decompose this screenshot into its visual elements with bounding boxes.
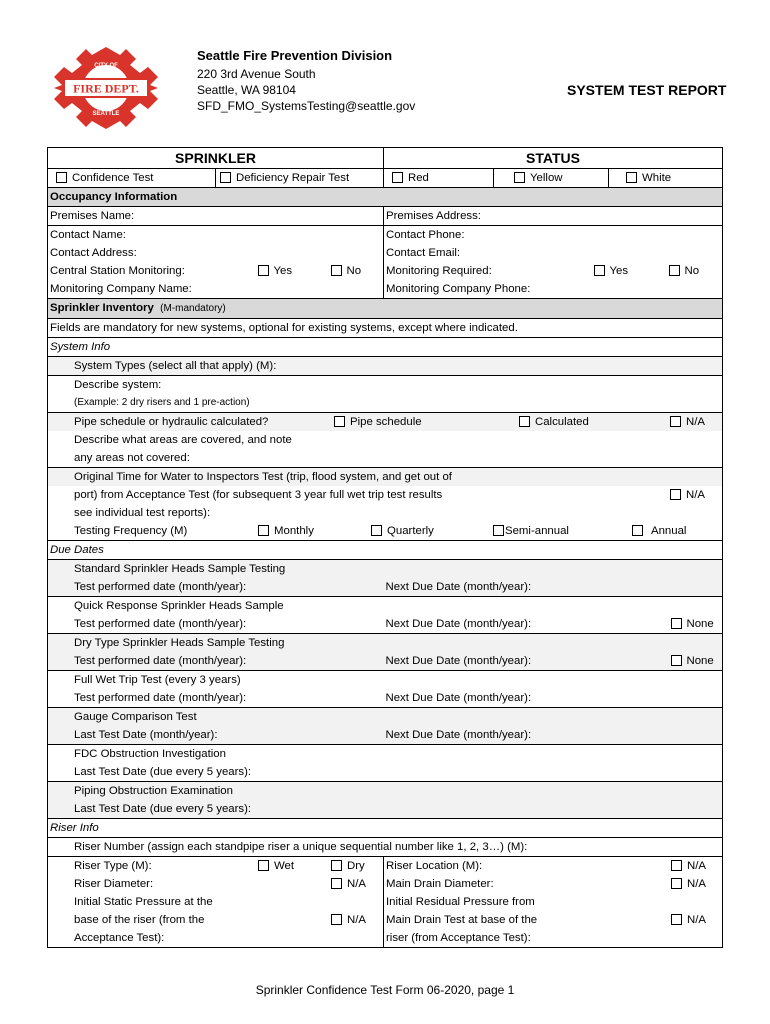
calculated-option[interactable]: Calculated [519, 413, 589, 431]
system-test-form [47, 147, 723, 948]
contact-email-field[interactable]: Contact Email: [384, 244, 723, 262]
status-section-title: STATUS [384, 148, 723, 169]
contact-phone-field[interactable]: Contact Phone: [384, 226, 723, 245]
riser-wet-option[interactable]: Wet [258, 857, 294, 875]
piping-last-test-field[interactable]: Last Test Date (due every 5 years): [48, 800, 723, 819]
quarterly-option[interactable]: Quarterly [371, 522, 434, 540]
checkbox-icon[interactable] [392, 172, 403, 183]
checkbox-icon[interactable] [493, 525, 504, 536]
contact-address-field[interactable]: Contact Address: [48, 244, 384, 262]
checkbox-icon[interactable] [331, 878, 342, 889]
checkbox-icon[interactable] [371, 525, 382, 536]
residual-pressure-line-1: Initial Residual Pressure from [384, 893, 723, 911]
sprinkler-section-title: SPRINKLER [48, 148, 384, 169]
report-title: SYSTEM TEST REPORT [567, 82, 727, 98]
svg-text:FIRE DEPT.: FIRE DEPT. [73, 81, 139, 96]
checkbox-icon[interactable] [519, 416, 530, 427]
deficiency-test-option[interactable]: Deficiency Repair Test [216, 169, 384, 188]
monitoring-yes-option[interactable]: Yes [594, 262, 629, 280]
static-pressure-line-2: base of the riser (from the N/A [48, 911, 384, 929]
central-no-option[interactable]: No [331, 262, 362, 280]
quick-test-performed-field[interactable]: Test performed date (month/year): [48, 615, 384, 634]
checkbox-icon[interactable] [514, 172, 525, 183]
main-drain-na-option[interactable]: N/A [671, 875, 706, 893]
checkbox-icon[interactable] [671, 618, 682, 629]
quick-none-option[interactable]: None [671, 615, 714, 633]
checkbox-icon[interactable] [331, 914, 342, 925]
svg-text:SEATTLE: SEATTLE [92, 111, 120, 117]
static-pressure-line-3: Acceptance Test): [48, 929, 384, 948]
monthly-option[interactable]: Monthly [258, 522, 314, 540]
checkbox-icon[interactable] [258, 265, 269, 276]
checkbox-icon[interactable] [220, 172, 231, 183]
checkbox-icon[interactable] [671, 914, 682, 925]
describe-system-example: (Example: 2 dry risers and 1 pre-action) [48, 394, 723, 413]
full-wet-label: Full Wet Trip Test (every 3 years) [48, 671, 723, 690]
monitoring-required-row: Monitoring Required: Yes No [384, 262, 723, 280]
contact-email: SFD_FMO_SystemsTesting@seattle.gov [197, 99, 416, 113]
piping-label: Piping Obstruction Examination [48, 782, 723, 801]
address-line-2: Seattle, WA 98104 [197, 83, 296, 97]
residual-pressure-line-2: Main Drain Test at base of the N/A [384, 911, 723, 929]
riser-dry-option[interactable]: Dry [331, 857, 365, 875]
checkbox-icon[interactable] [56, 172, 67, 183]
testing-frequency-row: Testing Frequency (M) Monthly Quarterly Semi-annual Annual [48, 522, 723, 541]
standard-heads-label: Standard Sprinkler Heads Sample Testing [48, 560, 723, 579]
status-yellow-option[interactable]: Yellow [494, 169, 609, 188]
org-name: Seattle Fire Prevention Division [197, 48, 393, 63]
pipe-na-option[interactable]: N/A [670, 413, 705, 431]
inventory-header: Sprinkler Inventory (M-mandatory) [48, 299, 723, 319]
areas-covered-field[interactable]: Describe what areas are covered, and note [48, 431, 723, 449]
riser-diameter-row: Riser Diameter: N/A [48, 875, 384, 893]
checkbox-icon[interactable] [258, 525, 269, 536]
gauge-label: Gauge Comparison Test [48, 708, 723, 727]
checkbox-icon[interactable] [670, 416, 681, 427]
fdc-label: FDC Obstruction Investigation [48, 745, 723, 764]
residual-na-option[interactable]: N/A [671, 911, 706, 929]
status-white-option[interactable]: White [609, 169, 723, 188]
checkbox-icon[interactable] [671, 860, 682, 871]
premises-name-field[interactable]: Premises Name: [48, 207, 384, 226]
wet-next-due-field[interactable]: Next Due Date (month/year): [384, 689, 723, 708]
checkbox-icon[interactable] [331, 265, 342, 276]
riser-type-row: Riser Type (M): Wet Dry [48, 857, 384, 876]
page-footer: Sprinkler Confidence Test Form 06-2020, page 1 [255, 983, 515, 997]
checkbox-icon[interactable] [669, 265, 680, 276]
occupancy-header: Occupancy Information [48, 188, 723, 207]
areas-covered-line-2: any areas not covered: [48, 449, 723, 468]
quick-response-label: Quick Response Sprinkler Heads Sample [48, 597, 723, 616]
checkbox-icon[interactable] [594, 265, 605, 276]
central-station-row: Central Station Monitoring: Yes No [48, 262, 384, 280]
due-dates-label: Due Dates [48, 541, 723, 560]
contact-name-field[interactable]: Contact Name: [48, 226, 384, 245]
dry-test-performed-field[interactable]: Test performed date (month/year): [48, 652, 384, 671]
quick-next-due-row: Next Due Date (month/year): None [384, 615, 723, 634]
main-drain-diameter-row: Main Drain Diameter: N/A [384, 875, 723, 893]
dry-next-due-row: Next Due Date (month/year): None [384, 652, 723, 671]
annual-option[interactable]: Annual [632, 522, 686, 540]
monitoring-company-phone-field[interactable]: Monitoring Company Phone: [384, 280, 723, 299]
fields-note: Fields are mandatory for new systems, optional for existing systems, except where indicated. [48, 319, 723, 338]
pipe-schedule-option[interactable]: Pipe schedule [334, 413, 422, 431]
checkbox-icon[interactable] [258, 860, 269, 871]
riser-info-label: Riser Info [48, 819, 723, 838]
checkbox-icon[interactable] [670, 489, 681, 500]
standard-next-due-field[interactable]: Next Due Date (month/year): [384, 578, 723, 597]
fire-dept-logo [50, 45, 162, 131]
checkbox-icon[interactable] [331, 860, 342, 871]
standard-test-performed-field[interactable]: Test performed date (month/year): [48, 578, 384, 597]
riser-location-na-option[interactable]: N/A [671, 857, 706, 875]
riser-location-row: Riser Location (M): N/A [384, 857, 723, 876]
monitoring-company-name-field[interactable]: Monitoring Company Name: [48, 280, 384, 299]
checkbox-icon[interactable] [671, 878, 682, 889]
static-pressure-line-1: Initial Static Pressure at the [48, 893, 384, 911]
checkbox-icon[interactable] [626, 172, 637, 183]
org-address-block [197, 48, 415, 114]
gauge-next-due-field[interactable]: Next Due Date (month/year): [384, 726, 723, 745]
checkbox-icon[interactable] [632, 525, 643, 536]
fdc-last-test-field[interactable]: Last Test Date (due every 5 years): [48, 763, 723, 782]
original-time-line-3[interactable]: see individual test reports): [48, 504, 723, 522]
system-info-label: System Info [48, 338, 723, 357]
riser-number-field[interactable]: Riser Number (assign each standpipe riser a unique sequential number like 1, 2, 3…) (M): [48, 838, 723, 857]
describe-system-field[interactable]: Describe system: [48, 376, 723, 395]
pipe-schedule-row: Pipe schedule or hydraulic calculated? Pipe schedule Calculated N/A [48, 413, 723, 432]
static-na-option[interactable]: N/A [331, 911, 366, 929]
confidence-test-option[interactable]: Confidence Test [48, 169, 216, 188]
address-line-1: 220 3rd Avenue South [197, 67, 316, 81]
original-time-line-1: Original Time for Water to Inspectors Test (trip, flood system, and get out of [48, 468, 723, 487]
checkbox-icon[interactable] [334, 416, 345, 427]
riser-diameter-na-option[interactable]: N/A [331, 875, 366, 893]
svg-text:CITY OF: CITY OF [94, 63, 118, 69]
original-time-line-2: port) from Acceptance Test (for subsequent 3 year full wet trip test results N/A [48, 486, 723, 504]
monitoring-no-option[interactable]: No [669, 262, 700, 280]
status-red-option[interactable]: Red [384, 169, 494, 188]
original-time-na-option[interactable]: N/A [670, 486, 705, 504]
wet-test-performed-field[interactable]: Test performed date (month/year): [48, 689, 384, 708]
gauge-last-test-field[interactable]: Last Test Date (month/year): [48, 726, 384, 745]
residual-pressure-line-3: riser (from Acceptance Test): [384, 929, 723, 948]
premises-address-field[interactable]: Premises Address: [384, 207, 723, 226]
semi-annual-option[interactable]: Semi-annual [493, 522, 569, 540]
checkbox-icon[interactable] [671, 655, 682, 666]
system-types-field[interactable]: System Types (select all that apply) (M): [48, 357, 723, 376]
dry-none-option[interactable]: None [671, 652, 714, 670]
central-yes-option[interactable]: Yes [258, 262, 293, 280]
dry-type-label: Dry Type Sprinkler Heads Sample Testing [48, 634, 723, 653]
